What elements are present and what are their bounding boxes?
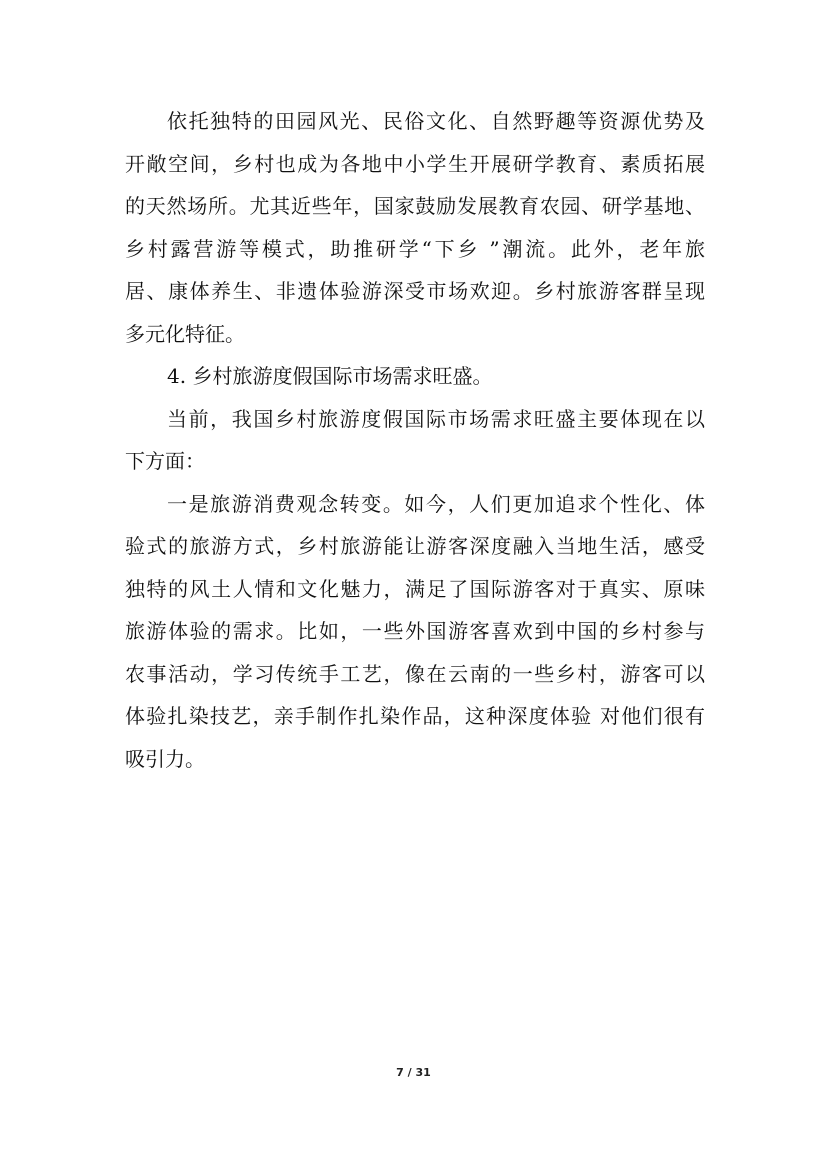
paragraph-line: 依托独特的田园风光、民俗文化、自然野趣等资源优势及 bbox=[167, 109, 705, 133]
paragraph-line: 一是旅游消费观念转变。如今，人们更加追求个性化、体 bbox=[167, 491, 705, 516]
paragraph-line: 当前，我国乡村旅游度假国际市场需求旺盛主要体现在以 bbox=[167, 406, 705, 431]
paragraph-line: 开敞空间，乡村也成为各地中小学生开展研学教育、素质拓展 bbox=[125, 151, 705, 176]
paragraph-line: 独特的风土人情和文化魅力，满足了国际游客对于真实、原味 bbox=[125, 576, 705, 601]
paragraph-line: 农事活动，学习传统手工艺，像在云南的一些乡村，游客可以 bbox=[125, 661, 705, 686]
paragraph-line: 下方面： bbox=[125, 449, 205, 473]
paragraph-line: 的天然场所。尤其近些年，国家鼓励发展教育农园、研学基地、 bbox=[125, 194, 705, 218]
paragraph-line: 旅游体验的需求。比如，一些外国游客喜欢到中国的乡村参与 bbox=[125, 619, 705, 643]
paragraph-line: 体验扎染技艺，亲手制作扎染作品，这种深度体验 对他们很有 bbox=[125, 704, 705, 728]
paragraph-line: 验式的旅游方式，乡村旅游能让游客深度融入当地生活，感受 bbox=[125, 534, 705, 558]
paragraph-line: 乡村露营游等模式，助推研学“下乡 ”潮流。此外，老年旅 bbox=[125, 236, 705, 261]
page-number: 7 / 31 bbox=[396, 1066, 431, 1079]
document-body bbox=[125, 100, 705, 780]
section-heading: 4. 乡村旅游度假国际市场需求旺盛。 bbox=[167, 364, 493, 388]
paragraph-line: 吸引力。 bbox=[125, 746, 205, 771]
paragraph-line: 多元化特征。 bbox=[125, 321, 245, 346]
paragraph-line: 居、康体养生、非遗体验游深受市场欢迎。乡村旅游客群呈现 bbox=[125, 279, 705, 303]
